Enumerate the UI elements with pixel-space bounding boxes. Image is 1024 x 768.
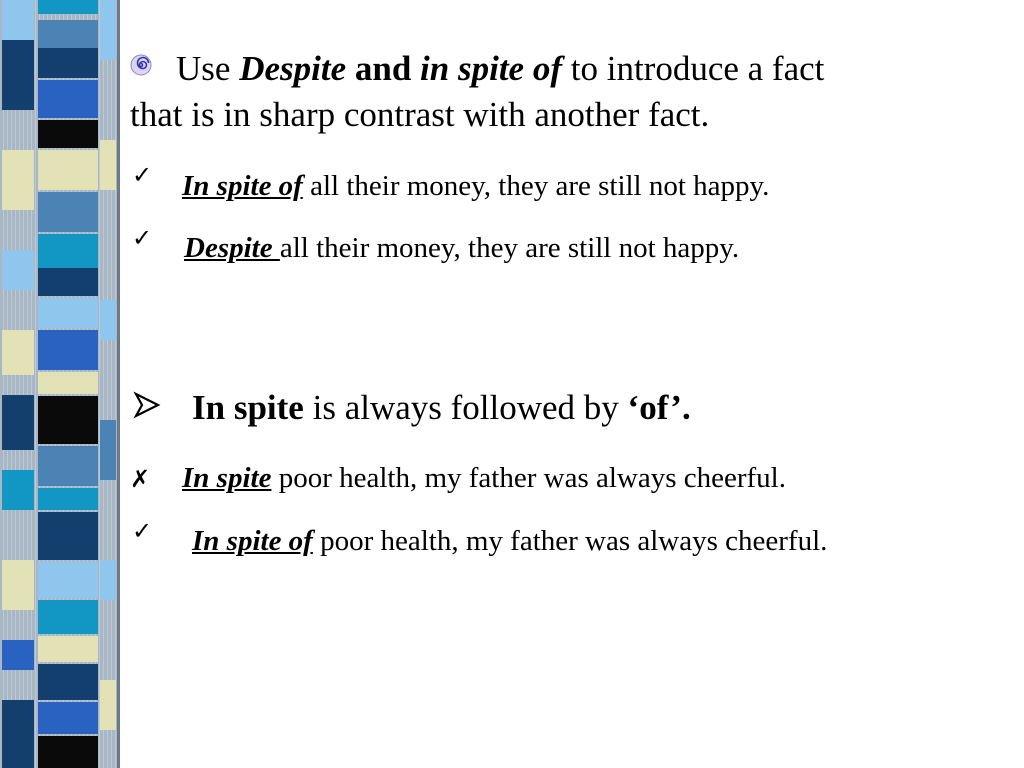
arrowhead-bullet-icon [132,390,162,420]
intro-term-despite: Despite [239,49,347,88]
rule-middle: is always followed by [303,388,628,427]
swirl-bullet-icon [130,54,152,76]
checkmark-icon: ✓ [132,224,153,252]
cross-mark-icon: ✗ [130,465,151,493]
band-edge [117,0,120,768]
intro-term-in-spite-of: in spite of [420,49,562,88]
example-2-term: Despite [184,232,280,264]
correct-example-rest: poor health, my father was always cheerful. [312,525,828,557]
checkmark-icon: ✓ [132,517,153,545]
rule-quote: ‘of’. [627,388,691,427]
intro-text-and: and [346,49,421,88]
wrong-example [182,460,786,496]
checkmark-icon: ✓ [132,161,153,189]
band-column-b [38,0,98,768]
correct-example-term: In spite of [192,525,313,557]
example-2-rest: all their money, they are still not happy. [279,232,740,264]
example-2 [184,230,739,266]
decorative-left-band [0,0,120,768]
rule-statement [192,386,691,430]
example-1 [182,168,769,204]
wrong-example-term: In spite [182,462,272,494]
band-column-a [2,0,34,768]
intro-paragraph [130,46,825,134]
rule-term: In spite [192,388,304,427]
intro-text-1: Use [176,49,240,88]
correct-example [192,523,827,559]
intro-text-3: to introduce a fact [562,49,825,88]
example-1-term: In spite of [182,170,303,202]
band-column-c [100,0,116,768]
example-1-rest: all their money, they are still not happy. [302,170,770,202]
wrong-example-rest: poor health, my father was always cheerful. [271,462,786,494]
intro-line-2: that is in sharp contrast with another fact. [130,95,710,134]
